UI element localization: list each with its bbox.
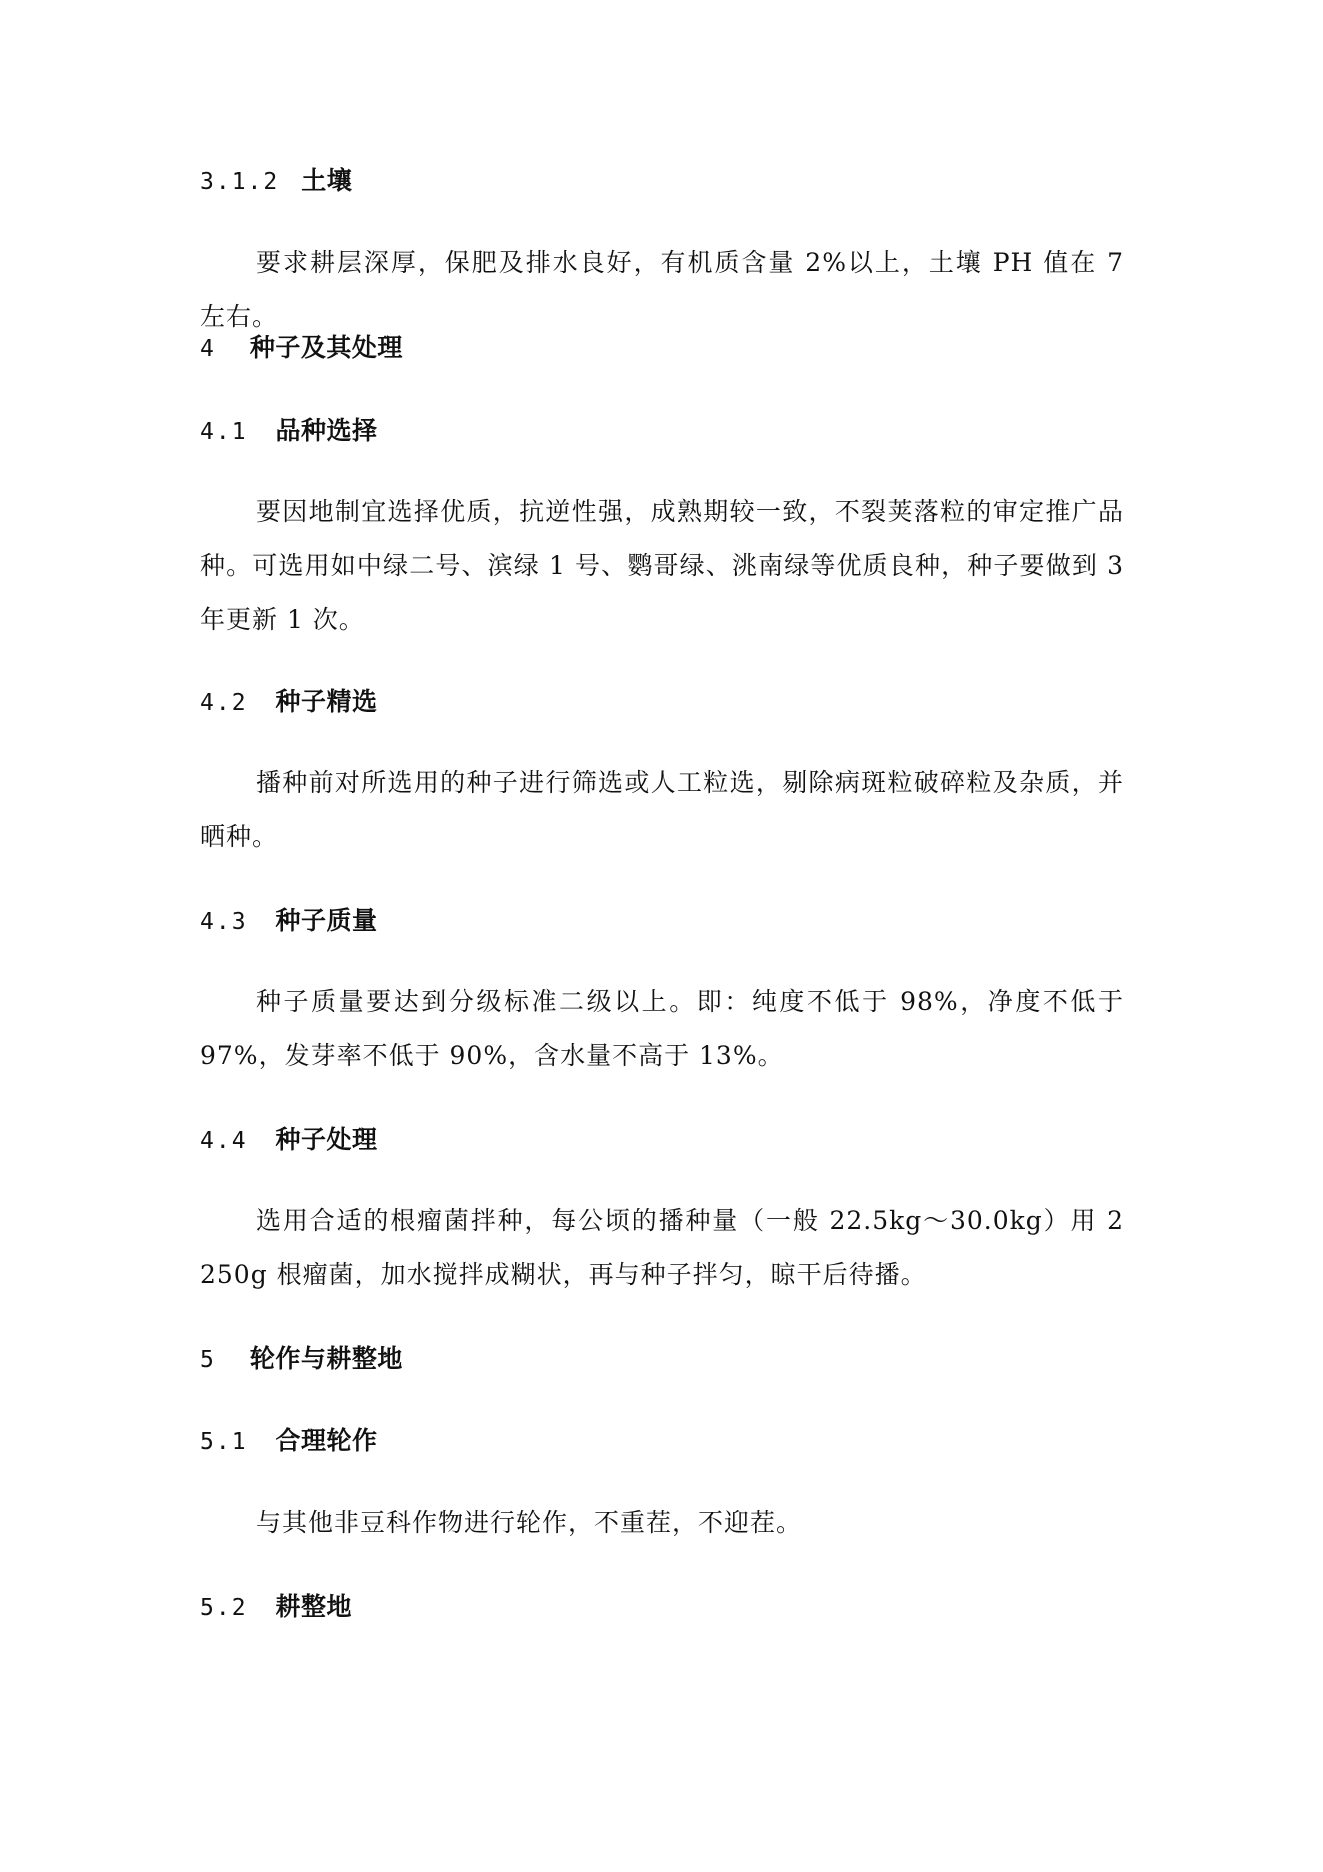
section-title: 耕整地 <box>275 1592 353 1621</box>
heading-4-3 <box>200 906 378 937</box>
paragraph-soil: 要求耕层深厚，保肥及排水良好，有机质含量 2%以上，土壤 PH 值在 7 左右。 <box>200 248 1124 331</box>
heading-5 <box>200 1344 403 1375</box>
paragraph-seed-treatment: 选用合适的根瘤菌拌种，每公顷的播种量（一般 22.5kg～30.0kg）用 2 250g 根瘤菌，加水搅拌成糊状，再与种子拌匀，晾干后待播。 <box>200 1206 1124 1289</box>
section-title: 种子及其处理 <box>249 333 403 362</box>
section-title: 合理轮作 <box>275 1426 378 1455</box>
section-number: 5.1 <box>200 1429 248 1455</box>
heading-3-1-2 <box>200 166 352 197</box>
heading-4 <box>200 333 403 364</box>
section-title: 种子精选 <box>275 687 378 716</box>
heading-4-4 <box>200 1125 378 1156</box>
paragraph-seed-selection: 播种前对所选用的种子进行筛选或人工粒选，剔除病斑粒破碎粒及杂质，并晒种。 <box>200 768 1124 851</box>
section-number: 5.2 <box>200 1595 248 1621</box>
section-number: 4 <box>200 336 216 362</box>
paragraph-variety-selection: 要因地制宜选择优质，抗逆性强，成熟期较一致，不裂荚落粒的审定推广品种。可选用如中绿二号、滨绿 1 号、鹦哥绿、洮南绿等优质良种，种子要做到 3 年更新 1 次。 <box>200 497 1124 634</box>
section-number: 5 <box>200 1347 216 1373</box>
section-title: 种子处理 <box>275 1125 378 1154</box>
section-title: 种子质量 <box>275 906 378 935</box>
heading-5-1 <box>200 1426 378 1457</box>
section-number: 3.1.2 <box>200 169 280 195</box>
heading-4-1 <box>200 416 378 447</box>
heading-4-2 <box>200 687 378 718</box>
paragraph-seed-quality: 种子质量要达到分级标准二级以上。即：纯度不低于 98%，净度不低于 97%，发芽率不低于 90%，含水量不高于 13%。 <box>200 987 1124 1070</box>
paragraph-crop-rotation: 与其他非豆科作物进行轮作，不重茬，不迎茬。 <box>256 1508 803 1537</box>
section-title: 品种选择 <box>275 416 378 445</box>
section-title: 轮作与耕整地 <box>249 1344 403 1373</box>
section-number: 4.2 <box>200 690 248 716</box>
section-number: 4.1 <box>200 419 248 445</box>
heading-5-2 <box>200 1592 352 1623</box>
section-title: 土壤 <box>301 166 353 195</box>
section-number: 4.4 <box>200 1128 248 1154</box>
section-number: 4.3 <box>200 909 248 935</box>
